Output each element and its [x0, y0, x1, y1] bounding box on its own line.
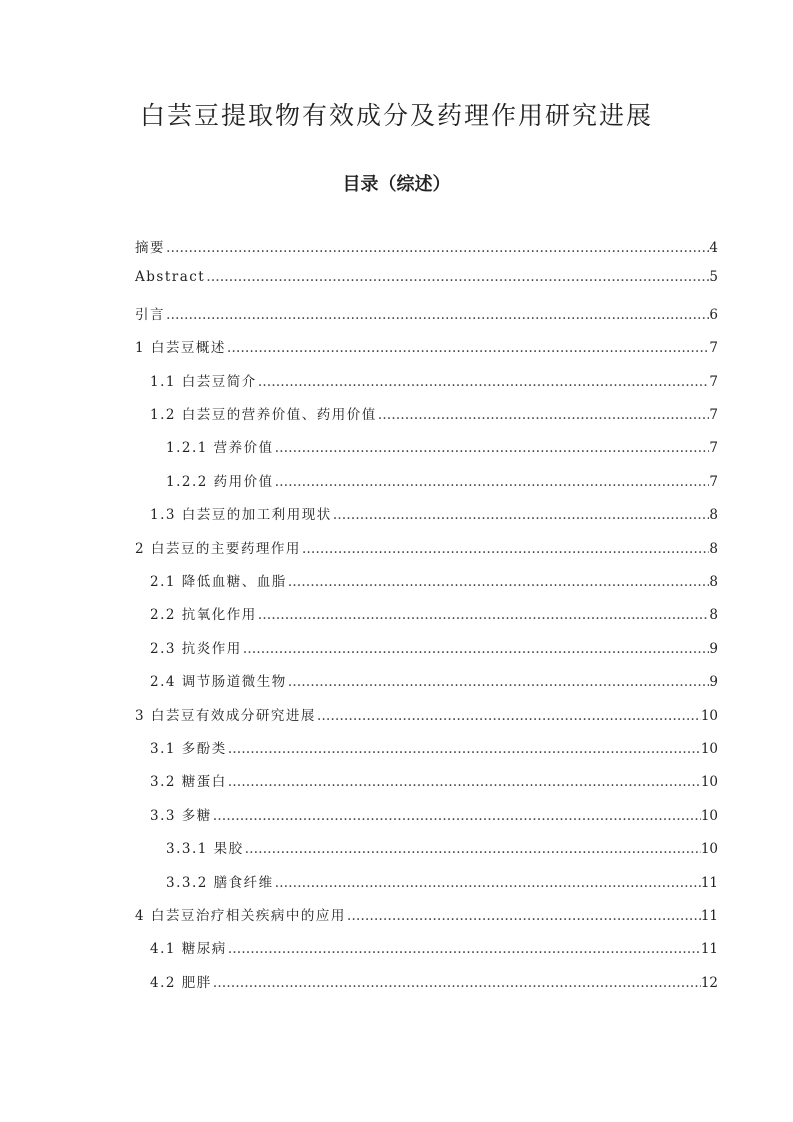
toc-entry-label: Abstract: [135, 269, 206, 286]
toc-entry-page-number: 4: [709, 240, 718, 256]
toc-entry-label: 2.1 降低血糖、血脂: [150, 574, 287, 590]
toc-entry[interactable]: [150, 570, 718, 596]
toc-heading: 目录（综述）: [342, 174, 451, 195]
toc-entry[interactable]: [166, 837, 718, 863]
toc-entry[interactable]: [166, 436, 718, 462]
toc-entry-page-number: 12: [700, 974, 718, 991]
toc-entry-page-number: 9: [709, 640, 718, 657]
toc-entry[interactable]: [135, 537, 718, 563]
toc-entry-page-number: 11: [700, 908, 718, 924]
toc-entry[interactable]: [135, 303, 718, 329]
toc-entry-page-number: 7: [709, 373, 718, 390]
toc-entry[interactable]: [135, 269, 718, 295]
toc-entry[interactable]: [150, 603, 718, 629]
toc-entry[interactable]: [150, 403, 718, 429]
toc-entry-page-number: 5: [709, 269, 718, 286]
toc-leader-dots: [212, 808, 701, 824]
toc-entry[interactable]: [150, 937, 718, 963]
toc-entry[interactable]: [135, 236, 718, 262]
toc-entry-label: 3.3 多糖: [150, 807, 212, 824]
toc-leader-dots: [274, 440, 710, 456]
toc-entry[interactable]: [150, 503, 718, 529]
toc-entry-page-number: 9: [709, 674, 718, 691]
toc-leader-dots: [316, 708, 701, 724]
toc-entry-label: 3.3.2 膳食纤维: [166, 874, 274, 891]
toc-leader-dots: [165, 240, 709, 256]
toc-entry[interactable]: [150, 737, 718, 763]
toc-leader-dots: [227, 741, 701, 757]
toc-entry-page-number: 10: [700, 774, 718, 791]
toc-entry[interactable]: [150, 804, 718, 830]
toc-entry[interactable]: [150, 770, 718, 796]
toc-entry-page-number: 7: [709, 473, 718, 490]
toc-entry-label: 1.1 白芸豆简介: [150, 373, 257, 390]
toc-leader-dots: [346, 908, 701, 924]
toc-entry-page-number: 7: [709, 407, 718, 423]
toc-entry-page-number: 8: [709, 540, 718, 557]
toc-entry[interactable]: [135, 336, 718, 362]
toc-entry-label: 1.2.1 营养价值: [166, 440, 274, 457]
toc-entry-label: 2.4 调节肠道微生物: [150, 674, 287, 691]
toc-entry-page-number: 10: [700, 807, 718, 824]
toc-entry[interactable]: [150, 370, 718, 396]
toc-entry-label: 1.2.2 药用价值: [166, 473, 274, 490]
toc-entry-label: 1.2 白芸豆的营养价值、药用价值: [150, 407, 377, 423]
toc-entry-page-number: 10: [700, 741, 718, 757]
toc-entry-label: 4 白芸豆治疗相关疾病中的应用: [135, 908, 346, 924]
toc-leader-dots: [242, 641, 710, 657]
toc-entry[interactable]: [166, 470, 718, 496]
toc-entry[interactable]: [150, 670, 718, 696]
toc-entry-page-number: 11: [700, 941, 718, 958]
toc-leader-dots: [274, 875, 701, 891]
toc-entry[interactable]: [135, 904, 718, 930]
toc-leader-dots: [287, 574, 710, 590]
toc-entry-label: 2.2 抗氧化作用: [150, 607, 257, 624]
toc-leader-dots: [244, 841, 701, 857]
toc-entry-page-number: 8: [709, 574, 718, 590]
toc-entry-page-number: 8: [709, 507, 718, 524]
toc-entry-label: 2 白芸豆的主要药理作用: [135, 540, 301, 557]
toc-entry[interactable]: [150, 971, 718, 997]
toc-entry-label: 3 白芸豆有效成分研究进展: [135, 707, 316, 724]
toc-entry-page-number: 7: [709, 440, 718, 457]
toc-entry-label: 摘要: [135, 240, 165, 256]
toc-entry-page-number: 10: [700, 841, 718, 858]
toc-entry-label: 引言: [135, 306, 165, 323]
toc-entry-page-number: 7: [709, 340, 718, 357]
toc-entry-label: 3.1 多酚类: [150, 741, 227, 757]
toc-leader-dots: [274, 474, 710, 490]
toc-entry[interactable]: [150, 637, 718, 663]
toc-entry-label: 2.3 抗炎作用: [150, 640, 242, 657]
toc-leader-dots: [377, 407, 710, 423]
toc-entry-page-number: 8: [709, 607, 718, 624]
toc-leader-dots: [226, 340, 710, 356]
toc-entry-page-number: 6: [709, 306, 718, 323]
toc-leader-dots: [301, 541, 710, 557]
toc-entry-page-number: 11: [700, 874, 718, 891]
document-title: 白芸豆提取物有效成分及药理作用研究进展: [139, 101, 653, 130]
toc-entry[interactable]: [135, 704, 718, 730]
toc-entry-label: 3.2 糖蛋白: [150, 774, 227, 791]
toc-leader-dots: [227, 941, 701, 957]
toc-entry-label: 1 白芸豆概述: [135, 340, 226, 357]
toc-leader-dots: [227, 774, 701, 790]
toc-entry-label: 4.1 糖尿病: [150, 941, 227, 958]
toc-leader-dots: [332, 507, 710, 523]
toc-entry-page-number: 10: [700, 707, 718, 724]
toc-entry-label: 1.3 白芸豆的加工利用现状: [150, 507, 332, 524]
toc-leader-dots: [165, 307, 709, 323]
toc-entry-label: 3.3.1 果胶: [166, 841, 244, 858]
toc-entry-label: 4.2 肥胖: [150, 974, 212, 991]
toc-leader-dots: [257, 374, 710, 390]
toc-leader-dots: [205, 269, 709, 285]
toc-leader-dots: [212, 975, 701, 991]
toc-entry[interactable]: [166, 871, 718, 897]
toc-leader-dots: [257, 607, 710, 623]
toc-leader-dots: [287, 674, 710, 690]
